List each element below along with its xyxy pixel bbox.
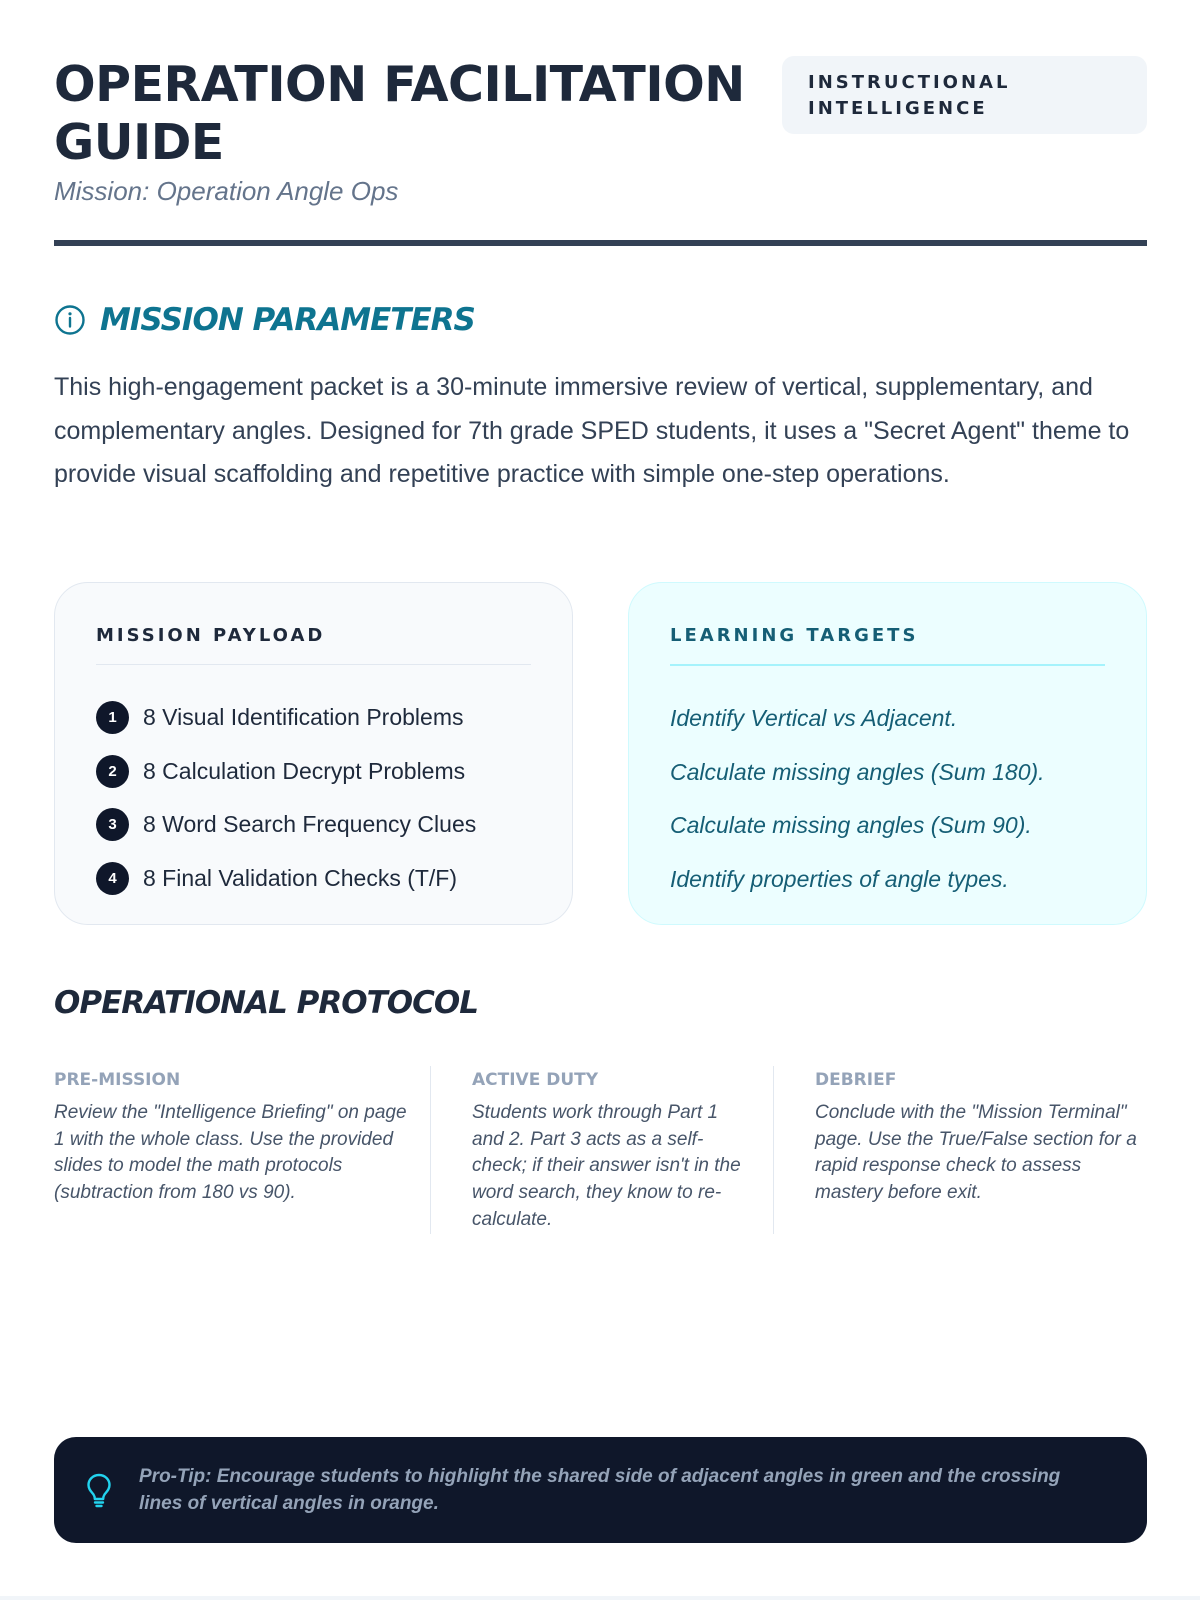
badge-line-1: INSTRUCTIONAL: [808, 72, 1011, 93]
list-item: Identify properties of angle types.: [670, 865, 1009, 892]
mission-intro-paragraph: This high-engagement packet is a 30-minute immersive review of vertical, supplementary, and complementary angles. Designed for 7th grade SPED students, it uses a "Secret Agent" theme to provide visual scaffolding and repetitive practice with simple one-step operations.: [54, 373, 1130, 488]
targets-list: [670, 692, 1105, 906]
list-item: [96, 852, 531, 906]
number-badge: 1: [96, 701, 129, 734]
number-badge: 2: [96, 755, 129, 788]
protocol-column-text: Students work through Part 1 and 2. Part 3 acts as a self-check; if their answer isn't in the word search, they know to re-calculate.: [472, 1102, 741, 1230]
mission-parameters-title: MISSION PARAMETERS: [100, 302, 475, 338]
header-divider: [54, 240, 1147, 246]
payload-list: [96, 691, 531, 905]
protocol-column-text: Review the "Intelligence Briefing" on page 1 with the whole class. Use the provided slides to model the math protocols (subtraction from 180 vs 90).: [54, 1102, 407, 1204]
payload-item-text: 8 Final Validation Checks (T/F): [143, 864, 458, 891]
operational-protocol-title: OPERATIONAL PROTOCOL: [54, 985, 478, 1021]
protocol-column-active-duty: [430, 1066, 755, 1234]
payload-item-text: 8 Calculation Decrypt Problems: [143, 757, 466, 784]
payload-item-text: 8 Visual Identification Problems: [143, 704, 464, 731]
mission-payload-card: [54, 582, 573, 925]
protocol-column-debrief: [773, 1066, 1147, 1234]
protocol-column-heading: DEBRIEF: [815, 1070, 897, 1090]
learning-targets-card: [628, 582, 1147, 925]
page-bottom-edge: [0, 1596, 1200, 1600]
info-icon: [54, 304, 86, 336]
page-title: OPERATION FACILITATION GUIDE: [54, 56, 745, 171]
header: [54, 56, 1147, 246]
mission-subtitle: Mission: Operation Angle Ops: [54, 176, 399, 206]
list-item: Calculate missing angles (Sum 180).: [670, 758, 1045, 785]
list-item: [96, 745, 531, 799]
badge-line-2: INTELLIGENCE: [808, 98, 988, 119]
list-item: [96, 798, 531, 852]
mission-payload-title: MISSION PAYLOAD: [96, 625, 531, 665]
protocol-column-text: Conclude with the "Mission Terminal" page. Use the True/False section for a rapid response check to assess mastery before exit.: [815, 1102, 1137, 1204]
mission-parameters-heading: [54, 302, 475, 338]
payload-item-text: 8 Word Search Frequency Clues: [143, 811, 477, 838]
list-item: Calculate missing angles (Sum 90).: [670, 812, 1032, 839]
list-item: [96, 691, 531, 745]
protocol-column-pre-mission: [54, 1066, 419, 1234]
number-badge: 4: [96, 862, 129, 895]
protocol-column-heading: ACTIVE DUTY: [472, 1070, 599, 1090]
list-item: Identify Vertical vs Adjacent.: [670, 705, 958, 732]
pro-tip-text: Pro-Tip: Encourage students to highlight the shared side of adjacent angles in green and the crossing lines of vertical angles in orange.: [139, 1466, 1061, 1514]
protocol-column-heading: PRE-MISSION: [54, 1070, 181, 1090]
number-badge: 3: [96, 808, 129, 841]
guide-page: [54, 0, 1147, 1600]
lightbulb-icon: [84, 1472, 114, 1508]
learning-targets-title: LEARNING TARGETS: [670, 625, 1105, 666]
pro-tip-banner: [54, 1437, 1147, 1543]
instructional-intelligence-badge: [782, 56, 1147, 134]
